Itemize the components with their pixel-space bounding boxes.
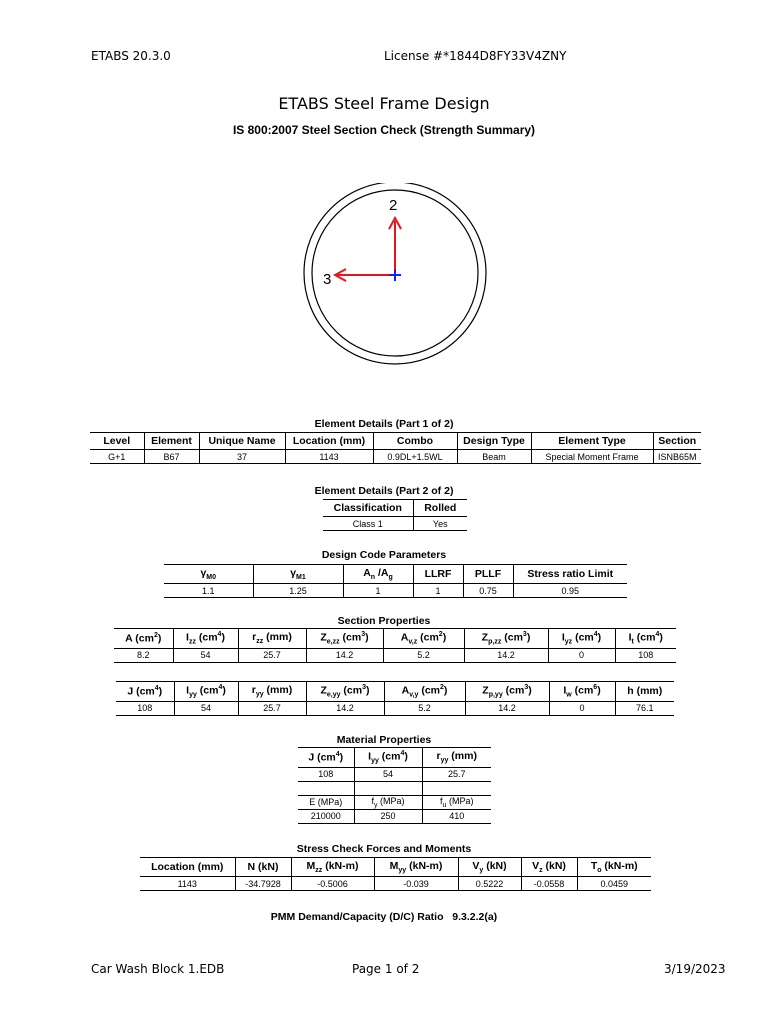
cell-vy: 0.5222 <box>458 877 521 891</box>
col-section: Section <box>653 433 701 450</box>
col-ryy: $r_{yy}$ (mm) <box>238 682 306 702</box>
stress-check-table <box>140 857 651 891</box>
cell-unique-name: 37 <box>199 450 285 464</box>
col-stress-ratio-limit: Stress ratio Limit <box>513 565 627 584</box>
col-vy: $V_y$ (kN) <box>458 858 521 877</box>
cell-gamma-m1: 1.25 <box>253 584 343 598</box>
cell-gamma-m0: 1.1 <box>164 584 253 598</box>
col-location: Location (mm) <box>285 433 373 450</box>
stress-check-title: Stress Check Forces and Moments <box>296 843 472 855</box>
col-unique-name: Unique Name <box>199 433 285 450</box>
cell-an-ag: 1 <box>343 584 413 598</box>
table-header-row <box>164 565 627 584</box>
cell-iyy: 54 <box>354 767 422 781</box>
cell-pllf: 0.75 <box>463 584 513 598</box>
col-classification: Classification <box>323 500 413 517</box>
table-row <box>114 648 676 662</box>
cell-e: 210000 <box>298 809 354 823</box>
footer-file-name: Car Wash Block 1.EDB <box>91 962 225 976</box>
col-zp-zz: $Z_{p,zz}$ $(cm^3)$ <box>464 629 548 649</box>
cell-fy: 250 <box>354 809 422 823</box>
cell-llrf: 1 <box>413 584 463 598</box>
section-props-title: Section Properties <box>337 615 431 627</box>
cell-classification: Class 1 <box>323 517 413 531</box>
app-version: ETABS 20.3.0 <box>91 49 171 63</box>
cell-fu: 410 <box>422 809 491 823</box>
cell-j: 108 <box>116 701 174 715</box>
col-j: J $(cm^4)$ <box>116 682 174 702</box>
col-n: N (kN) <box>235 858 291 877</box>
cell-it: 108 <box>615 648 676 662</box>
col-pllf: PLLF <box>463 565 513 584</box>
cell-iyz: 0 <box>548 648 615 662</box>
col-av-y: $A_{v,y}$ $(cm^2)$ <box>384 682 465 702</box>
cell-section: ISNB65M <box>653 450 701 464</box>
col-it: $I_t$ $(cm^4)$ <box>615 629 676 649</box>
table-row <box>323 517 467 531</box>
cell-to: 0.0459 <box>577 877 651 891</box>
table-header-row <box>140 858 651 877</box>
footer-date: 3/19/2023 <box>664 962 726 976</box>
cell-izz: 54 <box>173 648 238 662</box>
col-level: Level <box>90 433 144 450</box>
material-props-table <box>298 747 491 824</box>
col-element: Element <box>144 433 199 450</box>
cell-design-type: Beam <box>457 450 531 464</box>
col-location: Location (mm) <box>140 858 235 877</box>
cell-rolled: Yes <box>413 517 467 531</box>
cell-ryy: 25.7 <box>422 767 491 781</box>
cell-area: 8.2 <box>114 648 173 662</box>
section-props-table-1 <box>114 628 676 663</box>
element-details-1-table <box>90 432 701 464</box>
table-row <box>90 450 701 464</box>
cell-ze-yy: 14.2 <box>306 701 384 715</box>
pipe-section-diagram <box>300 183 490 373</box>
cell-element: B67 <box>144 450 199 464</box>
table-row <box>298 767 491 781</box>
col-vz: $V_z$ (kN) <box>521 858 577 877</box>
cell-h: 76.1 <box>615 701 674 715</box>
cell-av-y: 5.2 <box>384 701 465 715</box>
axis-3-label: 3 <box>323 271 332 288</box>
cell-level: G+1 <box>90 450 144 464</box>
table-row <box>116 701 674 715</box>
col-to: $T_o$ (kN-m) <box>577 858 651 877</box>
table-row <box>298 795 491 809</box>
cell-iw: 0 <box>549 701 615 715</box>
table-header-row <box>116 682 674 702</box>
col-rzz: $r_{zz}$ (mm) <box>238 629 306 649</box>
cell-stress-ratio-limit: 0.95 <box>513 584 627 598</box>
col-iyy: $I_{yy}$ $(cm^4)$ <box>174 682 238 702</box>
table-header-row <box>323 500 467 517</box>
footer-page-number: Page 1 of 2 <box>352 962 420 976</box>
page-subtitle: IS 800:2007 Steel Section Check (Strength Summary) <box>232 123 536 137</box>
cell-element-type: Special Moment Frame <box>531 450 653 464</box>
cell-mzz: -0.5006 <box>291 877 374 891</box>
col-j: J $(cm^4)$ <box>298 748 354 768</box>
col-combo: Combo <box>373 433 457 450</box>
cell-zp-zz: 14.2 <box>464 648 548 662</box>
col-gamma-m0: $\gamma_{M0}$ <box>164 565 253 584</box>
col-area: A $(cm^2)$ <box>114 629 173 649</box>
cell-ze-zz: 14.2 <box>306 648 383 662</box>
cell-ryy: 25.7 <box>238 701 306 715</box>
col-h: h (mm) <box>615 682 674 702</box>
cell-e-header: E (MPa) <box>298 795 354 809</box>
col-iyy: $I_{yy}$ $(cm^4)$ <box>354 748 422 768</box>
cell-myy: -0.039 <box>374 877 458 891</box>
cell-location: 1143 <box>285 450 373 464</box>
element-details-2-title: Element Details (Part 2 of 2) <box>314 485 454 497</box>
col-ze-yy: $Z_{e,yy}$ $(cm^3)$ <box>306 682 384 702</box>
table-spacer-row <box>298 781 491 795</box>
cell-vz: -0.0558 <box>521 877 577 891</box>
table-row <box>140 877 651 891</box>
cell-n: -34.7928 <box>235 877 291 891</box>
cell-av-z: 5.2 <box>383 648 464 662</box>
cell-rzz: 25.7 <box>238 648 306 662</box>
element-details-1-title: Element Details (Part 1 of 2) <box>314 418 454 430</box>
col-element-type: Element Type <box>531 433 653 450</box>
cell-fu-header: $f_u$ (MPa) <box>422 795 491 809</box>
col-izz: $I_{zz}$ $(cm^4)$ <box>173 629 238 649</box>
cell-fy-header: $f_y$ (MPa) <box>354 795 422 809</box>
design-code-title: Design Code Parameters <box>321 549 447 561</box>
table-header-row <box>114 629 676 649</box>
col-design-type: Design Type <box>457 433 531 450</box>
cell-j: 108 <box>298 767 354 781</box>
col-iw: $I_w$ $(cm^6)$ <box>549 682 615 702</box>
table-header-row <box>90 433 701 450</box>
table-row <box>298 809 491 823</box>
cell-zp-yy: 14.2 <box>465 701 549 715</box>
col-ze-zz: $Z_{e,zz}$ $(cm^3)$ <box>306 629 383 649</box>
col-an-ag: $A_n$ $/A_g$ <box>343 565 413 584</box>
design-code-table <box>164 564 627 598</box>
page-title: ETABS Steel Frame Design <box>278 94 490 113</box>
table-row <box>164 584 627 598</box>
col-iyz: $I_{yz}$ $(cm^4)$ <box>548 629 615 649</box>
col-rolled: Rolled <box>413 500 467 517</box>
col-llrf: LLRF <box>413 565 463 584</box>
col-myy: $M_{yy}$ (kN-m) <box>374 858 458 877</box>
pmm-ratio-heading: PMM Demand/Capacity (D/C) Ratio 9.3.2.2(a) <box>270 911 498 923</box>
col-ryy: $r_{yy}$ (mm) <box>422 748 491 768</box>
table-header-row <box>298 748 491 768</box>
section-props-table-2 <box>116 681 674 716</box>
cell-iyy: 54 <box>174 701 238 715</box>
col-gamma-m1: $\gamma_{M1}$ <box>253 565 343 584</box>
cell-location: 1143 <box>140 877 235 891</box>
cell-combo: 0.9DL+1.5WL <box>373 450 457 464</box>
col-zp-yy: $Z_{p,yy}$ $(cm^3)$ <box>465 682 549 702</box>
material-props-title: Material Properties <box>336 734 432 746</box>
axis-2-label: 2 <box>389 197 398 214</box>
col-mzz: $M_{zz}$ (kN-m) <box>291 858 374 877</box>
col-av-z: $A_{v,z}$ $(cm^2)$ <box>383 629 464 649</box>
element-details-2-table <box>323 499 467 531</box>
license-number: License #*1844D8FY33V4ZNY <box>384 49 567 63</box>
